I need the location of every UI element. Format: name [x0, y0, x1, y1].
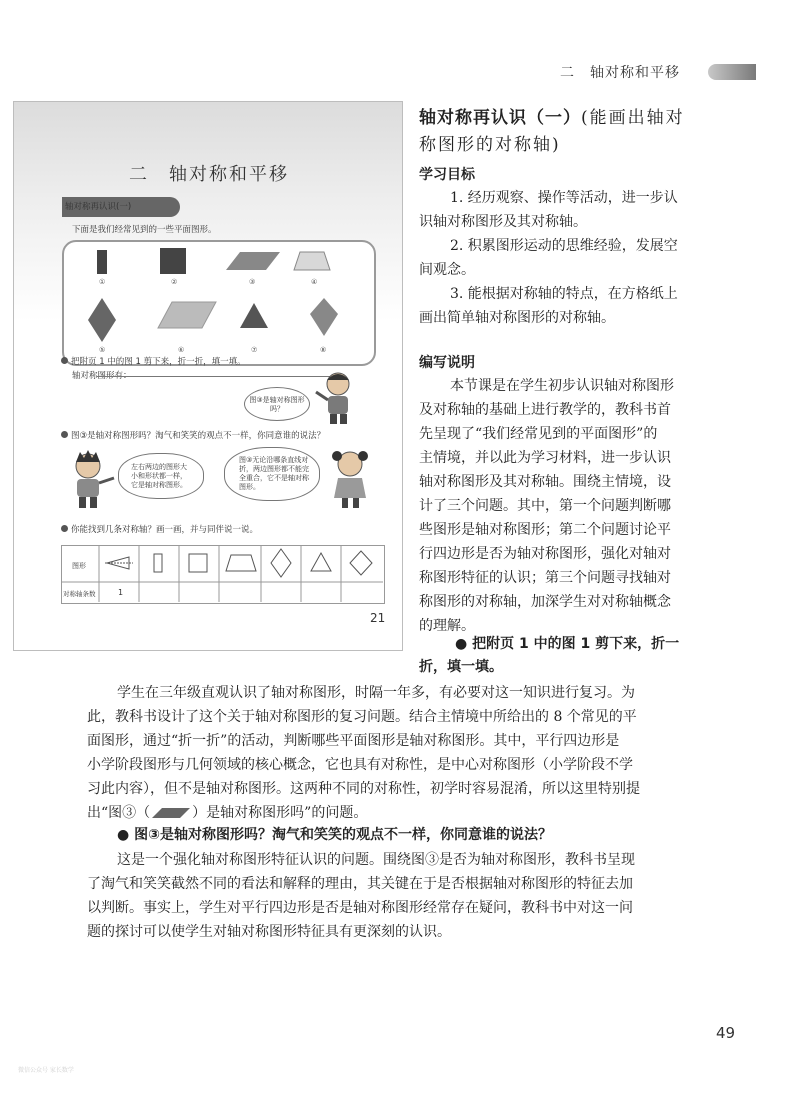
notes-line: 及对称轴的基础上进行教学的，教科书首	[419, 402, 671, 418]
notes-line: 行四边形是否为轴对称图形，强化对轴对	[419, 546, 671, 562]
notes-line: 称图形的对称轴，加深学生对对称轴概念	[419, 594, 671, 610]
textbook-page-number: 21	[370, 611, 386, 625]
boy-figure-icon	[312, 370, 362, 426]
shape-2-square	[160, 248, 186, 274]
textbook-q1-fill-label: 轴对称图形有：	[72, 371, 132, 381]
para1-last-line	[87, 801, 367, 825]
speech-bubble-smile: 图③无论沿哪条直线对折，两边图形都不能完全重合，它不是轴对称图形。	[224, 447, 320, 501]
para1-last-prefix: 出“图③（	[87, 805, 151, 821]
textbook-lesson-tab: 轴对称再认识(一)	[62, 197, 180, 217]
bullet-heading-2: ● 图③是轴对称图形吗？淘气和笑笑的观点不一样，你同意谁的说法？	[117, 827, 552, 843]
para2-line: 题的探讨可以使学生对轴对称图形特征具有更深刻的认识。	[87, 924, 451, 940]
shapes-figure	[62, 240, 376, 366]
notes-heading: 编写说明	[419, 355, 475, 371]
shape-8-kite	[310, 298, 338, 336]
speech-bubble-naughty: 左右两边的图形大小和形状都一样，它是轴对称图形。	[118, 453, 204, 499]
notes-line: 主情境，并以此为学习材料，进一步认识	[419, 450, 671, 466]
textbook-page-image	[13, 101, 403, 651]
notes-line: 本节课是在学生初步认识轴对称图形	[450, 378, 674, 394]
para2-line: 以判断。事实上，学生对平行四边形是否是轴对称图形经常存在疑问，教科书中对这一问	[87, 900, 633, 916]
objective-item: 2. 积累图形运动的思维经验，发展空	[450, 238, 678, 254]
bullet-icon	[61, 431, 68, 438]
inline-parallelogram-icon	[150, 807, 192, 819]
fill-line	[97, 376, 345, 377]
shape-7-triangle	[240, 303, 268, 328]
shape-number: ⑤	[99, 346, 106, 354]
textbook-q1: 把附页 1 中的图 1 剪下来，折一折，填一填。	[71, 357, 246, 367]
objective-item: 1. 经历观察、操作等活动，进一步认	[450, 190, 678, 206]
axis-table-grid	[61, 545, 385, 605]
bullet-heading-1-cont: 折，填一填。	[419, 659, 503, 675]
shape-number: ②	[171, 278, 178, 286]
para2-line: 了淘气和笑笑截然不同的看法和解释的理由，其关键在于是否根据轴对称图形的特征去加	[87, 876, 633, 892]
para1-line: 习此内容），但不是轴对称图形。这两种不同的对称性，初学时容易混淆，所以这里特别提	[87, 781, 640, 797]
shape-6-parallelogram	[158, 302, 216, 328]
textbook-q3: 你能找到几条对称轴？画一画，并与同伴说一说。	[71, 525, 259, 535]
notes-line: 轴对称图形及其对称轴。围绕主情境，设	[419, 474, 671, 490]
objective-item: 3. 能根据对称轴的特点，在方格纸上	[450, 286, 678, 302]
shape-number: ①	[99, 278, 106, 286]
smile-figure-icon	[326, 448, 374, 510]
shape-3-parallelogram	[226, 252, 280, 270]
table-row-label: 对称轴条数	[63, 590, 96, 598]
watermark: 微信公众号 家长数学	[18, 1067, 74, 1074]
para1-line: 小学阶段图形与几何领域的核心概念，它也具有对称性，是中心对称图形（小学阶段不学	[87, 757, 633, 773]
notes-line: 称图形特征的认识；第三个问题寻找轴对	[419, 570, 671, 586]
para1-line: 面图形，通过“折一折”的活动，判断哪些平面图形是轴对称图形。其中，平行四边形是	[87, 733, 620, 749]
shape-4-trapezoid	[294, 252, 330, 270]
bullet-heading-1: ● 把附页 1 中的图 1 剪下来，折一	[455, 636, 680, 652]
para1-last-suffix: ）是轴对称图形吗”的问题。	[192, 805, 368, 821]
notes-line: 计了三个问题。其中，第一个问题判断哪	[419, 498, 671, 514]
notes-line: 的理解。	[419, 618, 475, 634]
lesson-title-text: 轴对称再认识（一）	[419, 108, 581, 128]
para1-line: 学生在三年级直观认识了轴对称图形，时隔一年多，有必要对这一知识进行复习。为	[117, 685, 635, 701]
notes-line: 先呈现了“我们经常见到的平面图形”的	[419, 426, 658, 442]
shape-5-rhombus	[88, 298, 116, 342]
objective-item: 间观念。	[419, 262, 475, 278]
shape-number: ⑦	[251, 346, 258, 354]
shape-number: ③	[249, 278, 256, 286]
running-header: 二 轴对称和平移	[560, 65, 680, 81]
table-row-label: 图形	[72, 562, 86, 570]
shape-number: ④	[311, 278, 318, 286]
para2-line: 这是一个强化轴对称图形特征认识的问题。围绕图③是否为轴对称图形，教科书呈现	[117, 852, 635, 868]
table-cell-count: 1	[118, 588, 124, 597]
para1-line: 此，教科书设计了这个关于轴对称图形的复习问题。结合主情境中所给出的 8 个常见的平	[87, 709, 637, 725]
header-tab-decoration	[708, 64, 756, 80]
lesson-title-note: (能画出轴对	[581, 108, 685, 128]
page-number: 49	[716, 1024, 736, 1042]
textbook-chapter-title: 二 轴对称和平移	[129, 164, 289, 185]
shape-number: ⑧	[320, 346, 327, 354]
lesson-title	[419, 103, 685, 128]
textbook-intro: 下面是我们经常见到的一些平面图形。	[72, 225, 217, 235]
textbook-q2: 图③是轴对称图形吗？淘气和笑笑的观点不一样，你同意谁的说法？	[71, 431, 326, 441]
objectives-heading: 学习目标	[419, 167, 475, 183]
bullet-icon	[61, 357, 68, 364]
bullet-icon	[61, 525, 68, 532]
lesson-title-note-line2: 称图形的对称轴)	[419, 135, 561, 155]
shape-1-rectangle	[97, 250, 107, 274]
shape-number: ⑥	[178, 346, 185, 354]
objective-item: 识轴对称图形及其对称轴。	[419, 214, 587, 230]
notes-line: 些图形是轴对称图形；第二个问题讨论平	[419, 522, 671, 538]
speech-bubble: 图③是轴对称图形吗？	[244, 387, 310, 421]
objective-item: 画出简单轴对称图形的对称轴。	[419, 310, 615, 326]
naughty-figure-icon	[64, 450, 116, 510]
